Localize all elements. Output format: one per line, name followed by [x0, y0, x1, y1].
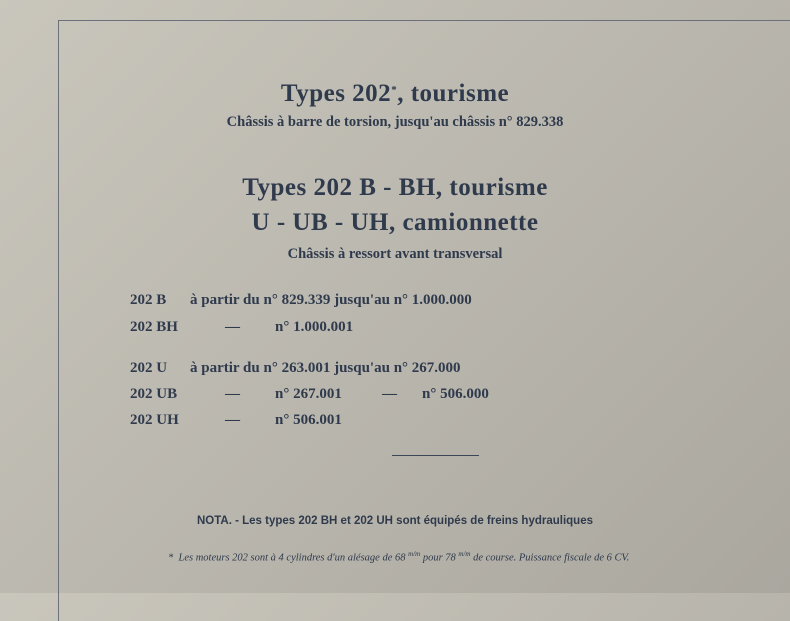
- row-num: n° 1.000.001: [275, 319, 354, 335]
- separator-line: [392, 455, 479, 456]
- heading-camionnette: U - UB - UH, camionnette: [251, 209, 539, 236]
- row-dash: —: [225, 319, 240, 335]
- subtitle-torsion: Châssis à barre de torsion, jusqu'au châssis n° 829.338: [226, 114, 564, 130]
- row-dash: —: [225, 386, 240, 402]
- row-num2: n° 506.000: [422, 386, 489, 402]
- row-num: n° 267.001: [275, 386, 342, 402]
- row-range: à partir du n° 829.339 jusqu'au n° 1.000.000: [190, 292, 472, 308]
- heading-types-202b: Types 202 B - BH, tourisme: [242, 174, 548, 201]
- row-num: n° 506.001: [275, 412, 342, 428]
- heading-types-202: Types 202*, tourisme: [280, 80, 510, 107]
- row-code: 202 U: [130, 360, 168, 376]
- row-code: 202 BH: [130, 319, 178, 335]
- footnote: * Les moteurs 202 sont à 4 cylindres d'un alésage de 68 $^{m/m}$ pour 78 $^{m/m}$ de course. Puissance fiscale de 6 CV.: [168, 550, 630, 564]
- row-dash2: —: [382, 386, 397, 402]
- row-code: 202 UH: [130, 412, 179, 428]
- row-code: 202 UB: [130, 386, 178, 402]
- row-range: à partir du n° 263.001 jusqu'au n° 267.000: [190, 360, 461, 376]
- subtitle-ressort: Châssis à ressort avant transversal: [287, 246, 503, 262]
- row-code: 202 B: [130, 292, 167, 308]
- row-dash: —: [225, 412, 240, 428]
- nota-text: NOTA. - Les types 202 BH et 202 UH sont équipés de freins hydrauliques: [196, 515, 593, 527]
